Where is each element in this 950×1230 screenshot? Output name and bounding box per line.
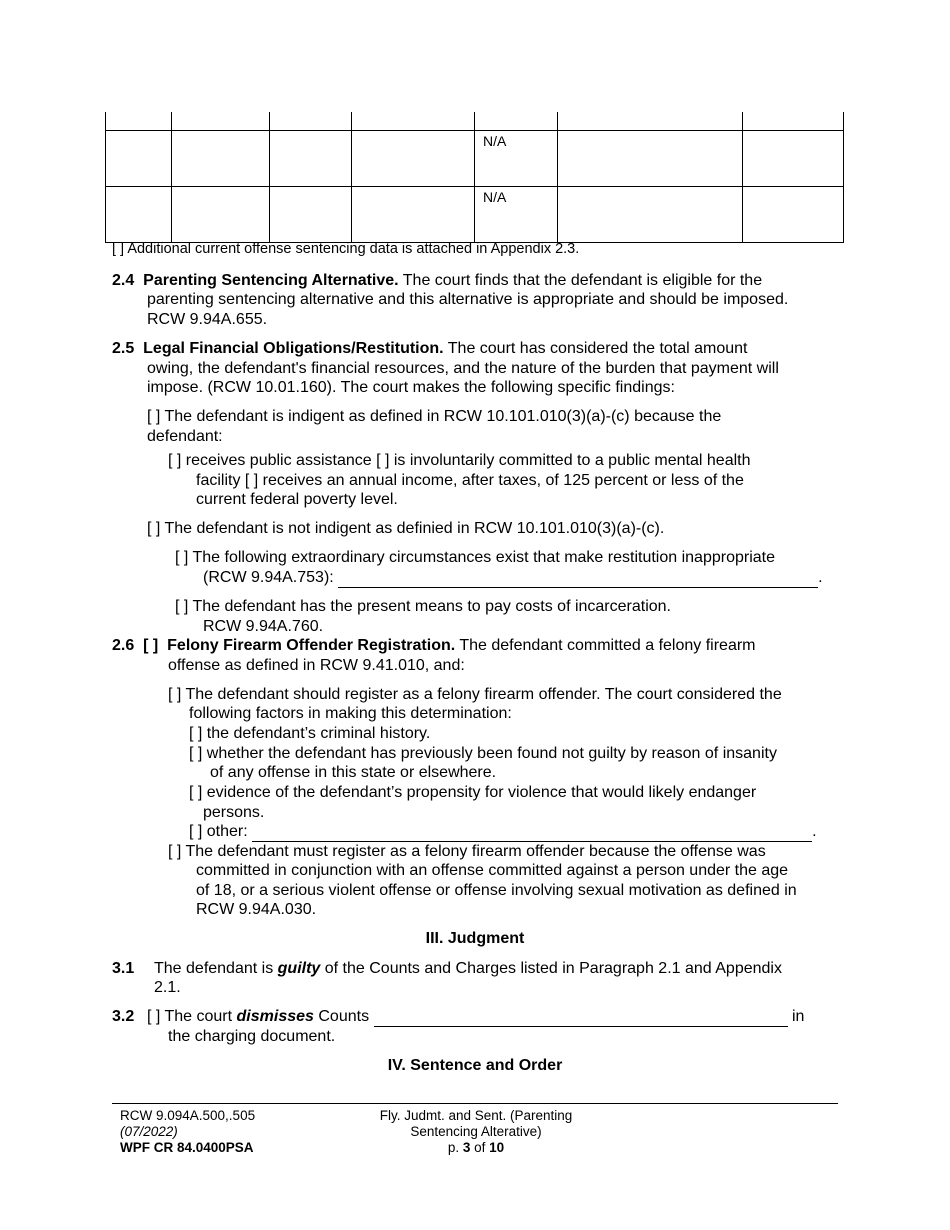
checkbox-insanity[interactable]: [ ] whether the defendant has previously been found not guilty by reason of insanity	[189, 745, 777, 762]
section-text: facility [ ] receives an annual income, after taxes, of 125 percent or less of the	[196, 472, 744, 489]
section-2-4	[112, 271, 762, 291]
footer-title: Fly. Judmt. and Sent. (Parenting	[379, 1108, 573, 1123]
checkbox-indigent[interactable]: [ ] The defendant is indigent as defined in RCW 10.101.010(3)(a)-(c) because the	[147, 408, 722, 425]
extraordinary-line: (RCW 9.94A.753): .	[203, 569, 823, 586]
section-3-1	[112, 959, 134, 979]
checkbox-other[interactable]: [ ] other:	[189, 823, 253, 840]
section-text: RCW 9.94A.655.	[147, 311, 268, 328]
section-number: 3.2	[112, 1008, 135, 1025]
section-text: the charging document.	[168, 1028, 336, 1045]
text: p.	[447, 1140, 463, 1155]
section-text: of 18, or a serious violent offense or offense involving sexual motivation as defined in	[196, 882, 797, 899]
section-text: owing, the defendant's financial resources, and the nature of the burden that payment will	[147, 360, 779, 377]
checkbox-public-assistance[interactable]: [ ] receives public assistance [ ] is involuntarily committed to a public mental health	[168, 452, 751, 469]
text: of the Counts and Charges listed in Paragraph 2.1 and Appendix	[320, 960, 782, 977]
section-text: following factors in making this determination:	[189, 705, 512, 722]
checkbox-present-means[interactable]: [ ] The defendant has the present means to pay costs of incarceration.	[175, 598, 671, 615]
section-text: current federal poverty level.	[196, 491, 398, 508]
section-number: 3.1	[112, 960, 135, 977]
table-row	[106, 187, 844, 243]
heading-text: IV. Sentence and Order	[387, 1057, 563, 1074]
footer-divider	[112, 1103, 838, 1104]
section-text: impose. (RCW 10.01.160). The court makes the following specific findings:	[147, 379, 675, 396]
page-number	[340, 1140, 612, 1156]
blank-line-other[interactable]	[252, 825, 812, 842]
section-2-6	[112, 636, 756, 656]
section-title: Felony Firearm Offender Registration.	[167, 637, 456, 654]
section-text	[147, 1007, 804, 1027]
section-text: RCW 9.94A.030.	[196, 901, 317, 918]
appendix-note: [ ] Additional current offense sentencing data is attached in Appendix 2.3.	[112, 241, 580, 257]
blank-line-counts[interactable]	[374, 1010, 788, 1027]
checkbox-criminal-history[interactable]: [ ] the defendant’s criminal history.	[189, 725, 431, 742]
blank-line-restitution[interactable]	[338, 571, 818, 588]
checkbox-not-indigent[interactable]: [ ] The defendant is not indigent as definied in RCW 10.101.010(3)(a)-(c).	[147, 520, 665, 537]
section-text: RCW 9.94A.760.	[203, 618, 324, 635]
footer-rcw: RCW 9.094A.500,.505	[120, 1108, 256, 1123]
section-text: persons.	[203, 804, 265, 821]
section-text: offense as defined in RCW 9.41.010, and:	[168, 657, 465, 674]
section-text: (RCW 9.94A.753):	[203, 569, 339, 586]
footer-subtitle: Sentencing Alterative)	[410, 1124, 542, 1139]
section-title: Parenting Sentencing Alternative.	[143, 272, 399, 289]
section-text: The court has considered the total amount	[443, 340, 748, 357]
footer-form-id: WPF CR 84.0400PSA	[120, 1140, 254, 1155]
section-text: committed in conjunction with an offense committed against a person under the age	[196, 862, 789, 879]
checkbox-propensity[interactable]: [ ] evidence of the defendant’s propensity for violence that would likely endanger	[189, 784, 757, 801]
section-text	[154, 959, 782, 979]
checkbox-felony-firearm[interactable]: [ ]	[143, 637, 159, 654]
section-title: Legal Financial Obligations/Restitution.	[143, 340, 444, 357]
section-3-2	[112, 1007, 134, 1027]
checkbox-dismisses[interactable]: [ ] The court	[147, 1008, 237, 1025]
emphasis: dismisses	[236, 1008, 314, 1025]
text: of	[470, 1140, 490, 1155]
checkbox-must-register[interactable]: [ ] The defendant must register as a felony firearm offender because the offense was	[168, 843, 766, 860]
section-text: parenting sentencing alternative and this alternative is appropriate and should be imposed.	[147, 291, 789, 308]
table-row	[106, 131, 844, 187]
section-text: 2.1.	[154, 979, 181, 996]
other-line: [ ] other: .	[189, 823, 817, 840]
heading-sentence-order	[112, 1056, 838, 1076]
text: The defendant is	[154, 960, 278, 977]
section-number: 2.4	[112, 272, 135, 289]
section-number: 2.6	[112, 637, 135, 654]
section-text: defendant:	[147, 428, 223, 445]
text: in	[787, 1008, 805, 1025]
emphasis: guilty	[277, 960, 321, 977]
offense-table	[105, 112, 844, 243]
section-text: The defendant committed a felony firearm	[455, 637, 756, 654]
heading-text: III. Judgment	[425, 930, 525, 947]
checkbox-extraordinary[interactable]: [ ] The following extraordinary circumstances exist that make restitution inappropriate	[175, 549, 775, 566]
checkbox-should-register[interactable]: [ ] The defendant should register as a felony firearm offender. The court considered the	[168, 686, 782, 703]
section-text: The court finds that the defendant is eligible for the	[398, 272, 763, 289]
total-pages: 10	[489, 1140, 505, 1155]
table-row	[106, 112, 844, 131]
section-number: 2.5	[112, 340, 135, 357]
footer-left	[120, 1108, 255, 1156]
heading-judgment	[112, 929, 838, 949]
table-cell: N/A	[475, 131, 558, 187]
table-cell: N/A	[475, 187, 558, 243]
text: Counts	[313, 1008, 374, 1025]
footer-middle	[340, 1108, 612, 1156]
current-page: 3	[462, 1140, 471, 1155]
section-text: of any offense in this state or elsewhere.	[210, 764, 497, 781]
footer-date: (07/2022)	[120, 1124, 178, 1139]
section-2-5	[112, 339, 748, 359]
